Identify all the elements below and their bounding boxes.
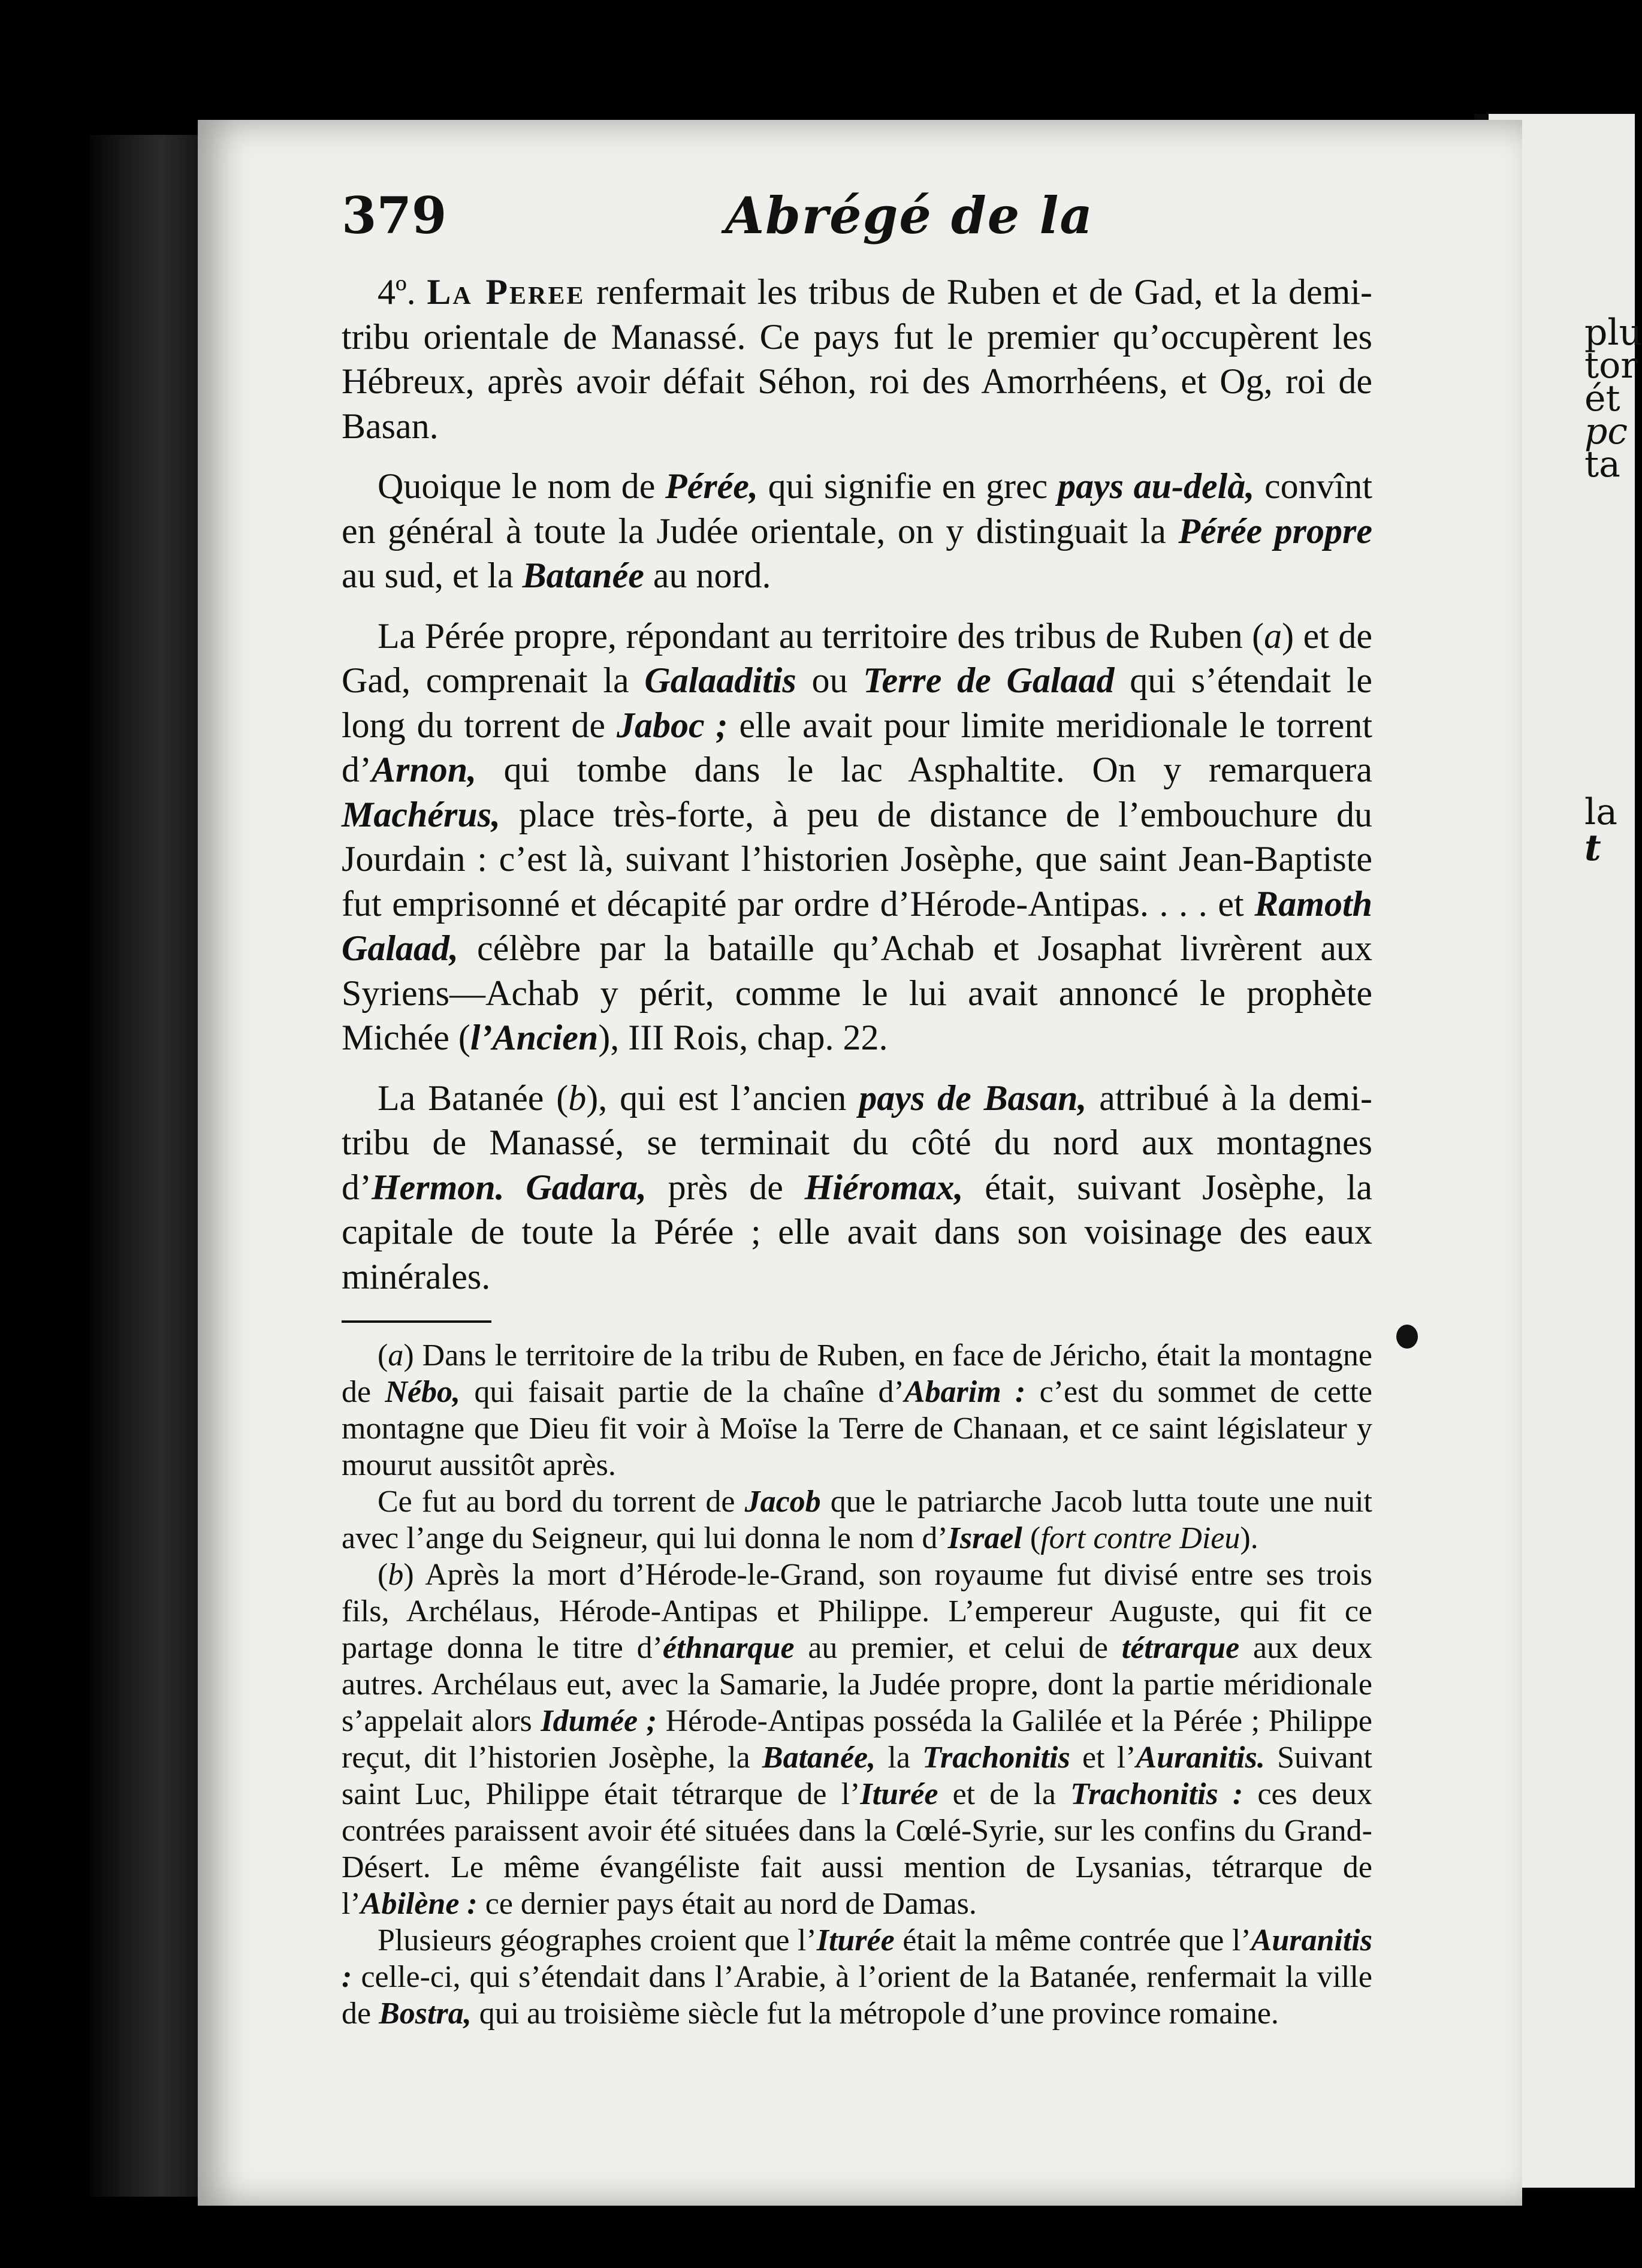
paragraph-batanee: La Batanée (b), qui est l’ancien pays de Basan, attribué à la demi-tribu de Manassé, se terminait du côté du nord aux montagnes d’Hermon. Gadara, près de Hiéromax, était, suivant Josèphe, la capitale de toute la Pérée ; elle avait dans son voisinage des eaux minérales.	[342, 1078, 1373, 1296]
margin-fragment: ét	[1584, 378, 1620, 420]
footnotes	[342, 1337, 1372, 2032]
section-heading: La Peree	[427, 272, 585, 312]
footnote-a-cont: Ce fut au bord du torrent de Jacob que le patriarche Jacob lutta toute une nuit avec l’ange du Seigneur, qui lui donna le nom d’Israel (fort contre Dieu).	[342, 1485, 1372, 1555]
running-title: Abrégé de la	[725, 186, 1094, 245]
ink-blot	[1396, 1325, 1418, 1349]
book-spine-shadow	[90, 135, 210, 2197]
paragraph-peree-propre: La Pérée propre, répondant au territoire des tribus de Ruben (a) et de Gad, comprenait la Galaaditis ou Terre de Galaad qui s’étendait le long du torrent de Jaboc ; elle avait pour limite meridionale le torrent d’Arnon, qui tombe dans le lac Asphaltite. On y remarquera Machérus, place très-forte, à peu de distance de l’embouchure du Jourdain : c’est là, suivant l’historien Josèphe, que saint Jean-Baptiste fut emprisonné et décapité par ordre d’Hérode-Antipas. . . . et Ramoth Galaad, célèbre par la bataille qu’Achab et Josaphat livrèrent aux Syriens—Achab y périt, comme le lui avait annoncé le prophète Michée (l’Ancien), III Rois, chap. 22.	[342, 616, 1373, 1057]
running-head	[198, 186, 1522, 252]
paragraph-peree-heading: 4º. La Peree renfermait les tribus de Ruben et de Gad, et la demi-tribu orientale de Manassé. Ce pays fut le premier qu’occupèrent les Hébreux, après avoir défait Séhon, roi des Amorrhéens, et Og, roi de Basan.	[342, 272, 1373, 446]
margin-fragment: tor	[1584, 345, 1638, 387]
margin-fragment: la	[1584, 791, 1617, 833]
margin-fragment: pc	[1584, 411, 1628, 453]
margin-fragment: plu	[1584, 312, 1642, 354]
margin-fragment: t	[1584, 827, 1601, 869]
paragraph-peree-name: Quoique le nom de Pérée, qui signifie en grec pays au-delà, convînt en général à toute la Judée orientale, on y distinguait la Pérée propre au sud, et la Batanée au nord.	[342, 466, 1373, 595]
page-number: 379	[342, 186, 447, 245]
footnote-a: (a) Dans le territoire de la tribu de Ruben, en face de Jéricho, était la montagne de Nébo, qui faisait partie de la chaîne d’Abarim : c’est du sommet de cette montagne que Dieu fit voir à Moïse la Terre de Chanaan, et ce saint législateur y mourut aussitôt après.	[342, 1338, 1372, 1482]
footnote-rule	[342, 1320, 491, 1323]
footnote-b-cont: Plusieurs géographes croient que l’Iturée était la même contrée que l’Auranitis : celle-ci, qui s’étendait dans l’Arabie, à l’orient de la Batanée, renfermait la ville de Bostra, qui au troisième siècle fut la métropole d’une province romaine.	[342, 1923, 1372, 2031]
main-text	[342, 270, 1372, 2032]
margin-fragment: ta	[1584, 444, 1620, 485]
footnote-b: (b) Après la mort d’Hérode-le-Grand, son royaume fut divisé entre ses trois fils, Archélaus, Hérode-Antipas et Philippe. L’empereur Auguste, qui fit ce partage donna le titre d’éthnarque au premier, et celui de tétrarque aux deux autres. Archélaus eut, avec la Samarie, la Judée propre, dont la partie méridionale s’appelait alors Idumée ; Hérode-Antipas posséda la Galilée et la Pérée ; Philippe reçut, dit l’historien Josèphe, la Batanée, la Trachonitis et l’Auranitis. Suivant saint Luc, Philippe était tétrarque de l’Iturée et de la Trachonitis : ces deux contrées paraissent avoir été situées dans la Cœlé-Syrie, sur les confins du Grand-Désert. Le même évangéliste fait aussi mention de Lysanias, tétrarque de l’Abilène : ce dernier pays était au nord de Damas.	[342, 1558, 1372, 1921]
book-page	[198, 120, 1522, 2206]
